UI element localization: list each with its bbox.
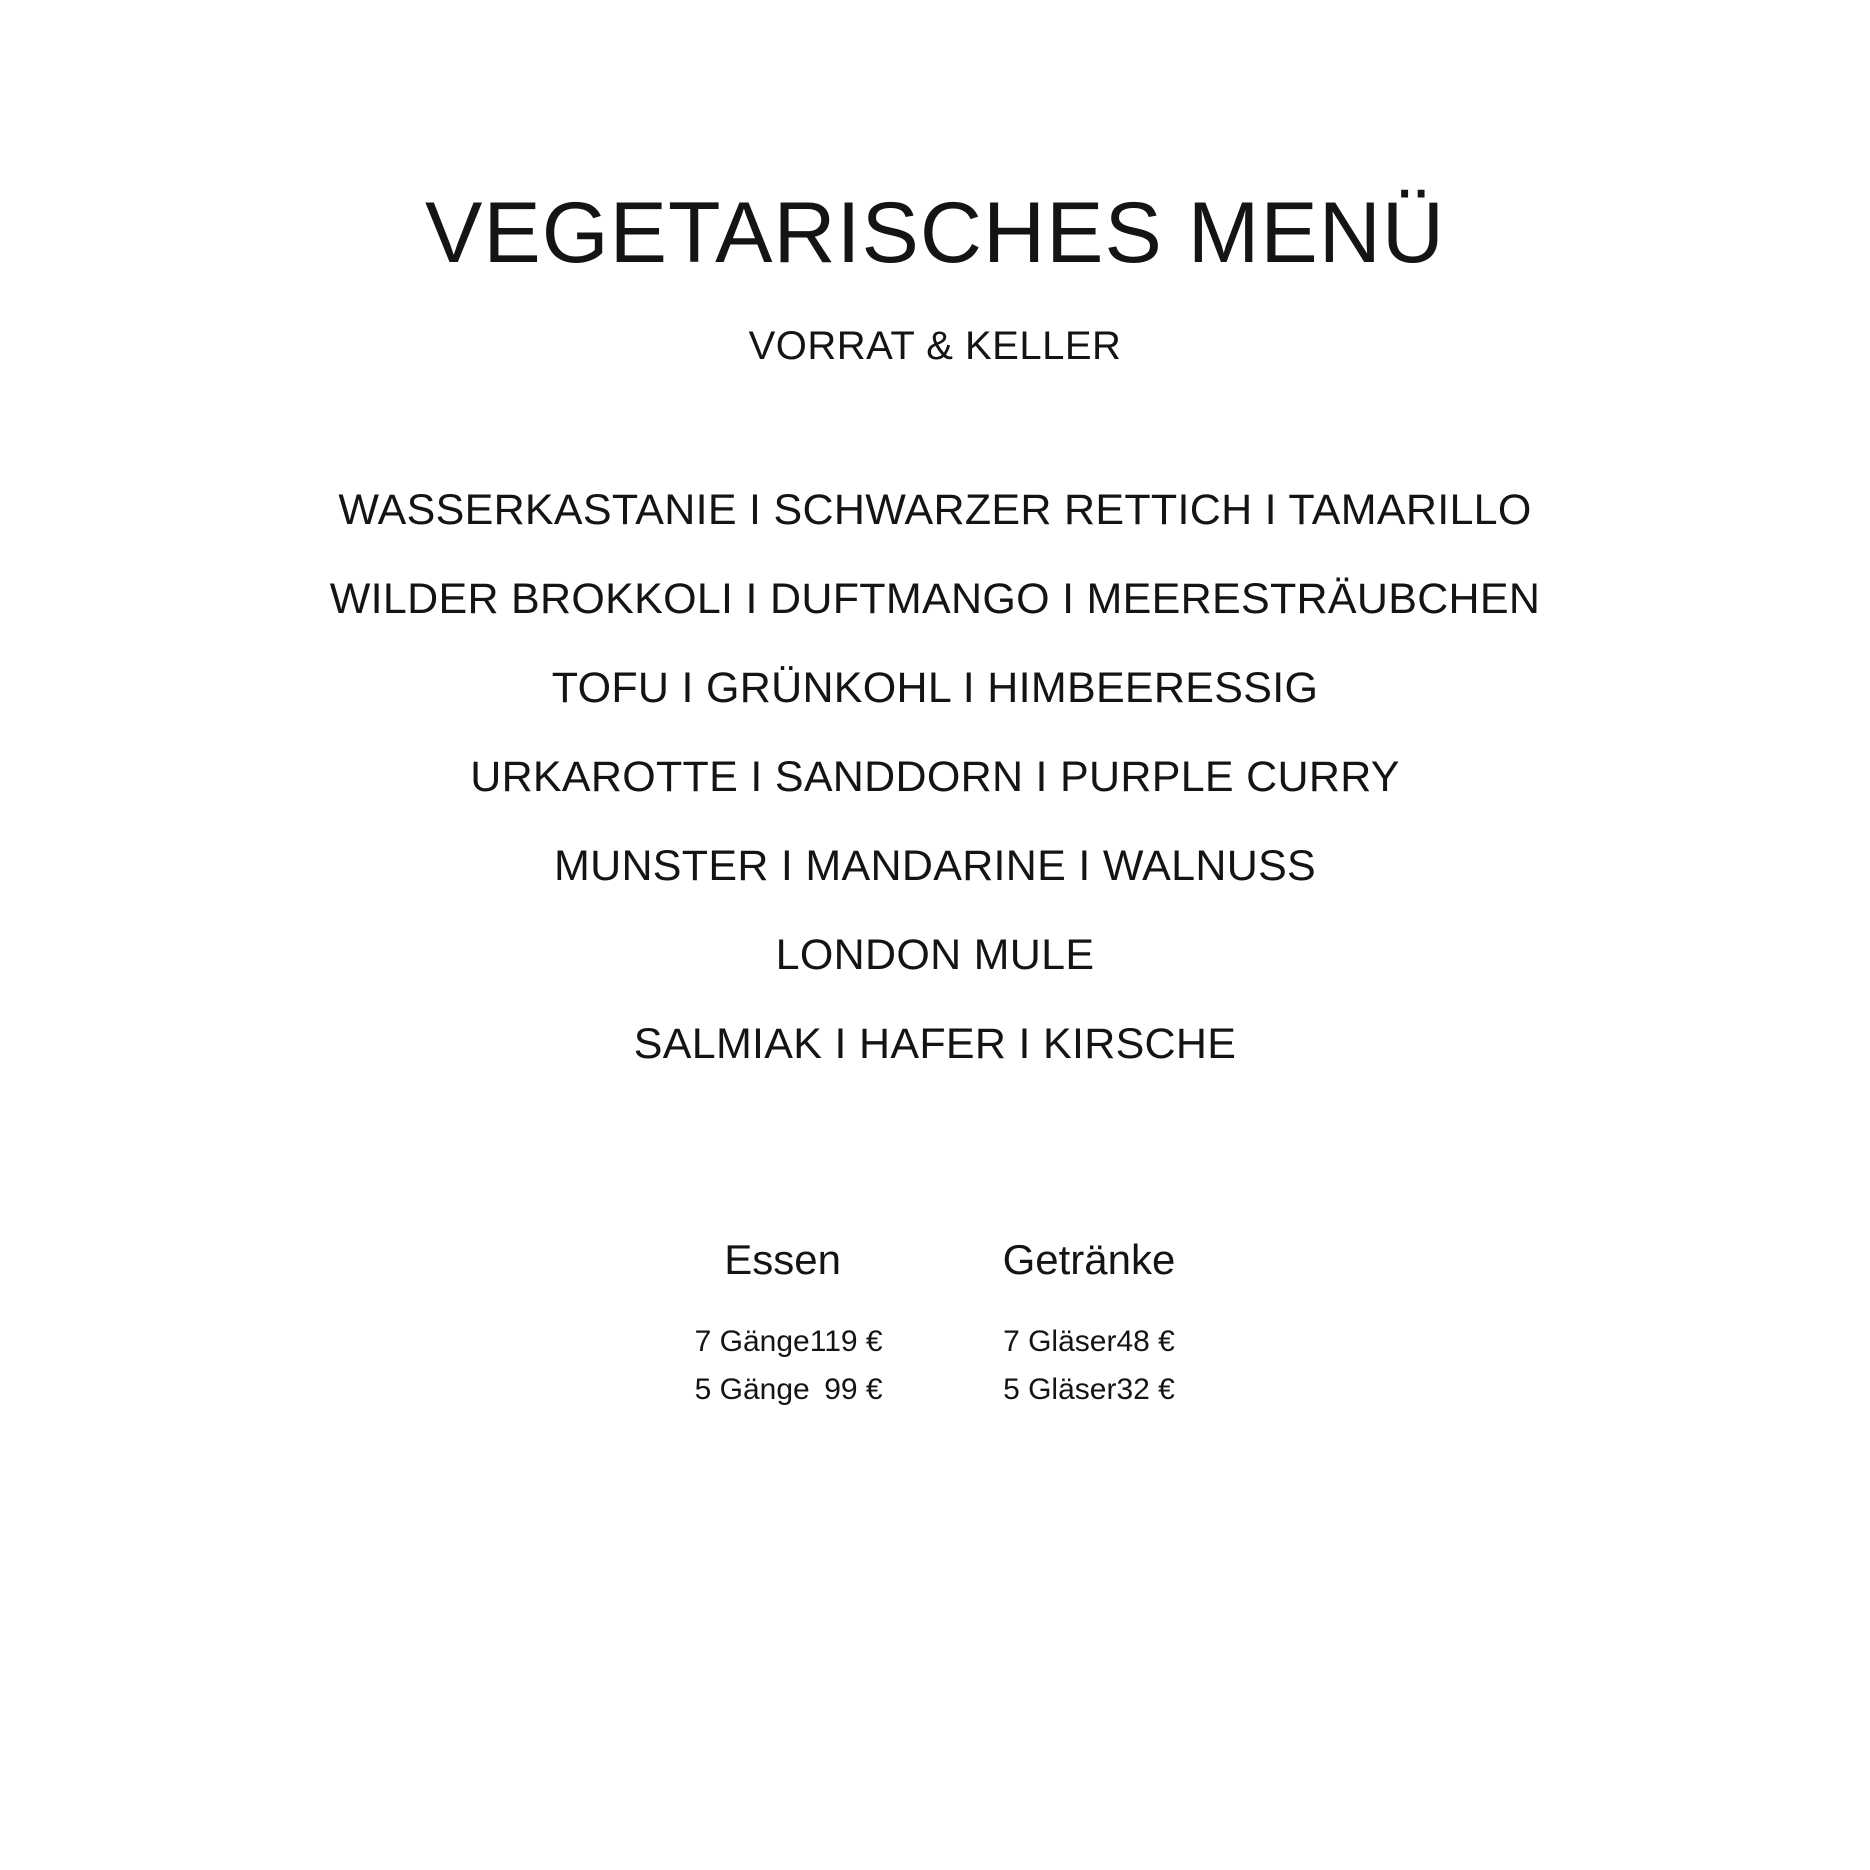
course-list bbox=[0, 369, 1870, 1066]
pricing-food-label: 7 Gänge bbox=[694, 1325, 810, 1358]
list-item: MUNSTER I MANDARINE I WALNUSS bbox=[553, 842, 1317, 890]
pricing-food bbox=[695, 1236, 883, 1413]
pricing-food-label: 5 Gänge bbox=[694, 1372, 810, 1406]
list-item: WILDER BROKKOLI I DUFTMANGO I MEERESTRÄUBCHEN bbox=[329, 575, 1541, 623]
pricing-food-heading: Essen bbox=[724, 1236, 841, 1283]
table-row bbox=[1003, 1366, 1175, 1414]
pricing-drinks-label: 5 Gläser bbox=[1003, 1372, 1117, 1406]
pricing-drinks-label: 7 Gläser bbox=[1003, 1325, 1117, 1358]
table-row bbox=[695, 1318, 883, 1366]
pricing-food-value: 99 € bbox=[824, 1372, 883, 1406]
table-row bbox=[695, 1366, 883, 1414]
table-row bbox=[1003, 1318, 1175, 1366]
pricing-drinks bbox=[1003, 1236, 1176, 1413]
pricing-food-value: 119 € bbox=[809, 1325, 883, 1358]
list-item: URKAROTTE I SANDDORN I PURPLE CURRY bbox=[470, 753, 1400, 801]
pricing-drinks-value: 32 € bbox=[1116, 1372, 1175, 1406]
page-title: VEGETARISCHES MENÜ bbox=[425, 185, 1445, 281]
list-item: LONDON MULE bbox=[775, 931, 1095, 979]
pricing-drinks-heading: Getränke bbox=[1002, 1236, 1176, 1283]
list-item: WASSERKASTANIE I SCHWARZER RETTICH I TAMARILLO bbox=[338, 486, 1532, 534]
page-subtitle: VORRAT & KELLER bbox=[748, 324, 1122, 368]
pricing-drinks-table bbox=[1003, 1318, 1175, 1413]
list-item: TOFU I GRÜNKOHL I HIMBEERESSIG bbox=[551, 664, 1319, 712]
list-item: SALMIAK I HAFER I KIRSCHE bbox=[633, 1020, 1237, 1068]
pricing-section bbox=[0, 1236, 1870, 1413]
pricing-drinks-value: 48 € bbox=[1116, 1325, 1175, 1358]
pricing-food-table bbox=[695, 1318, 883, 1413]
